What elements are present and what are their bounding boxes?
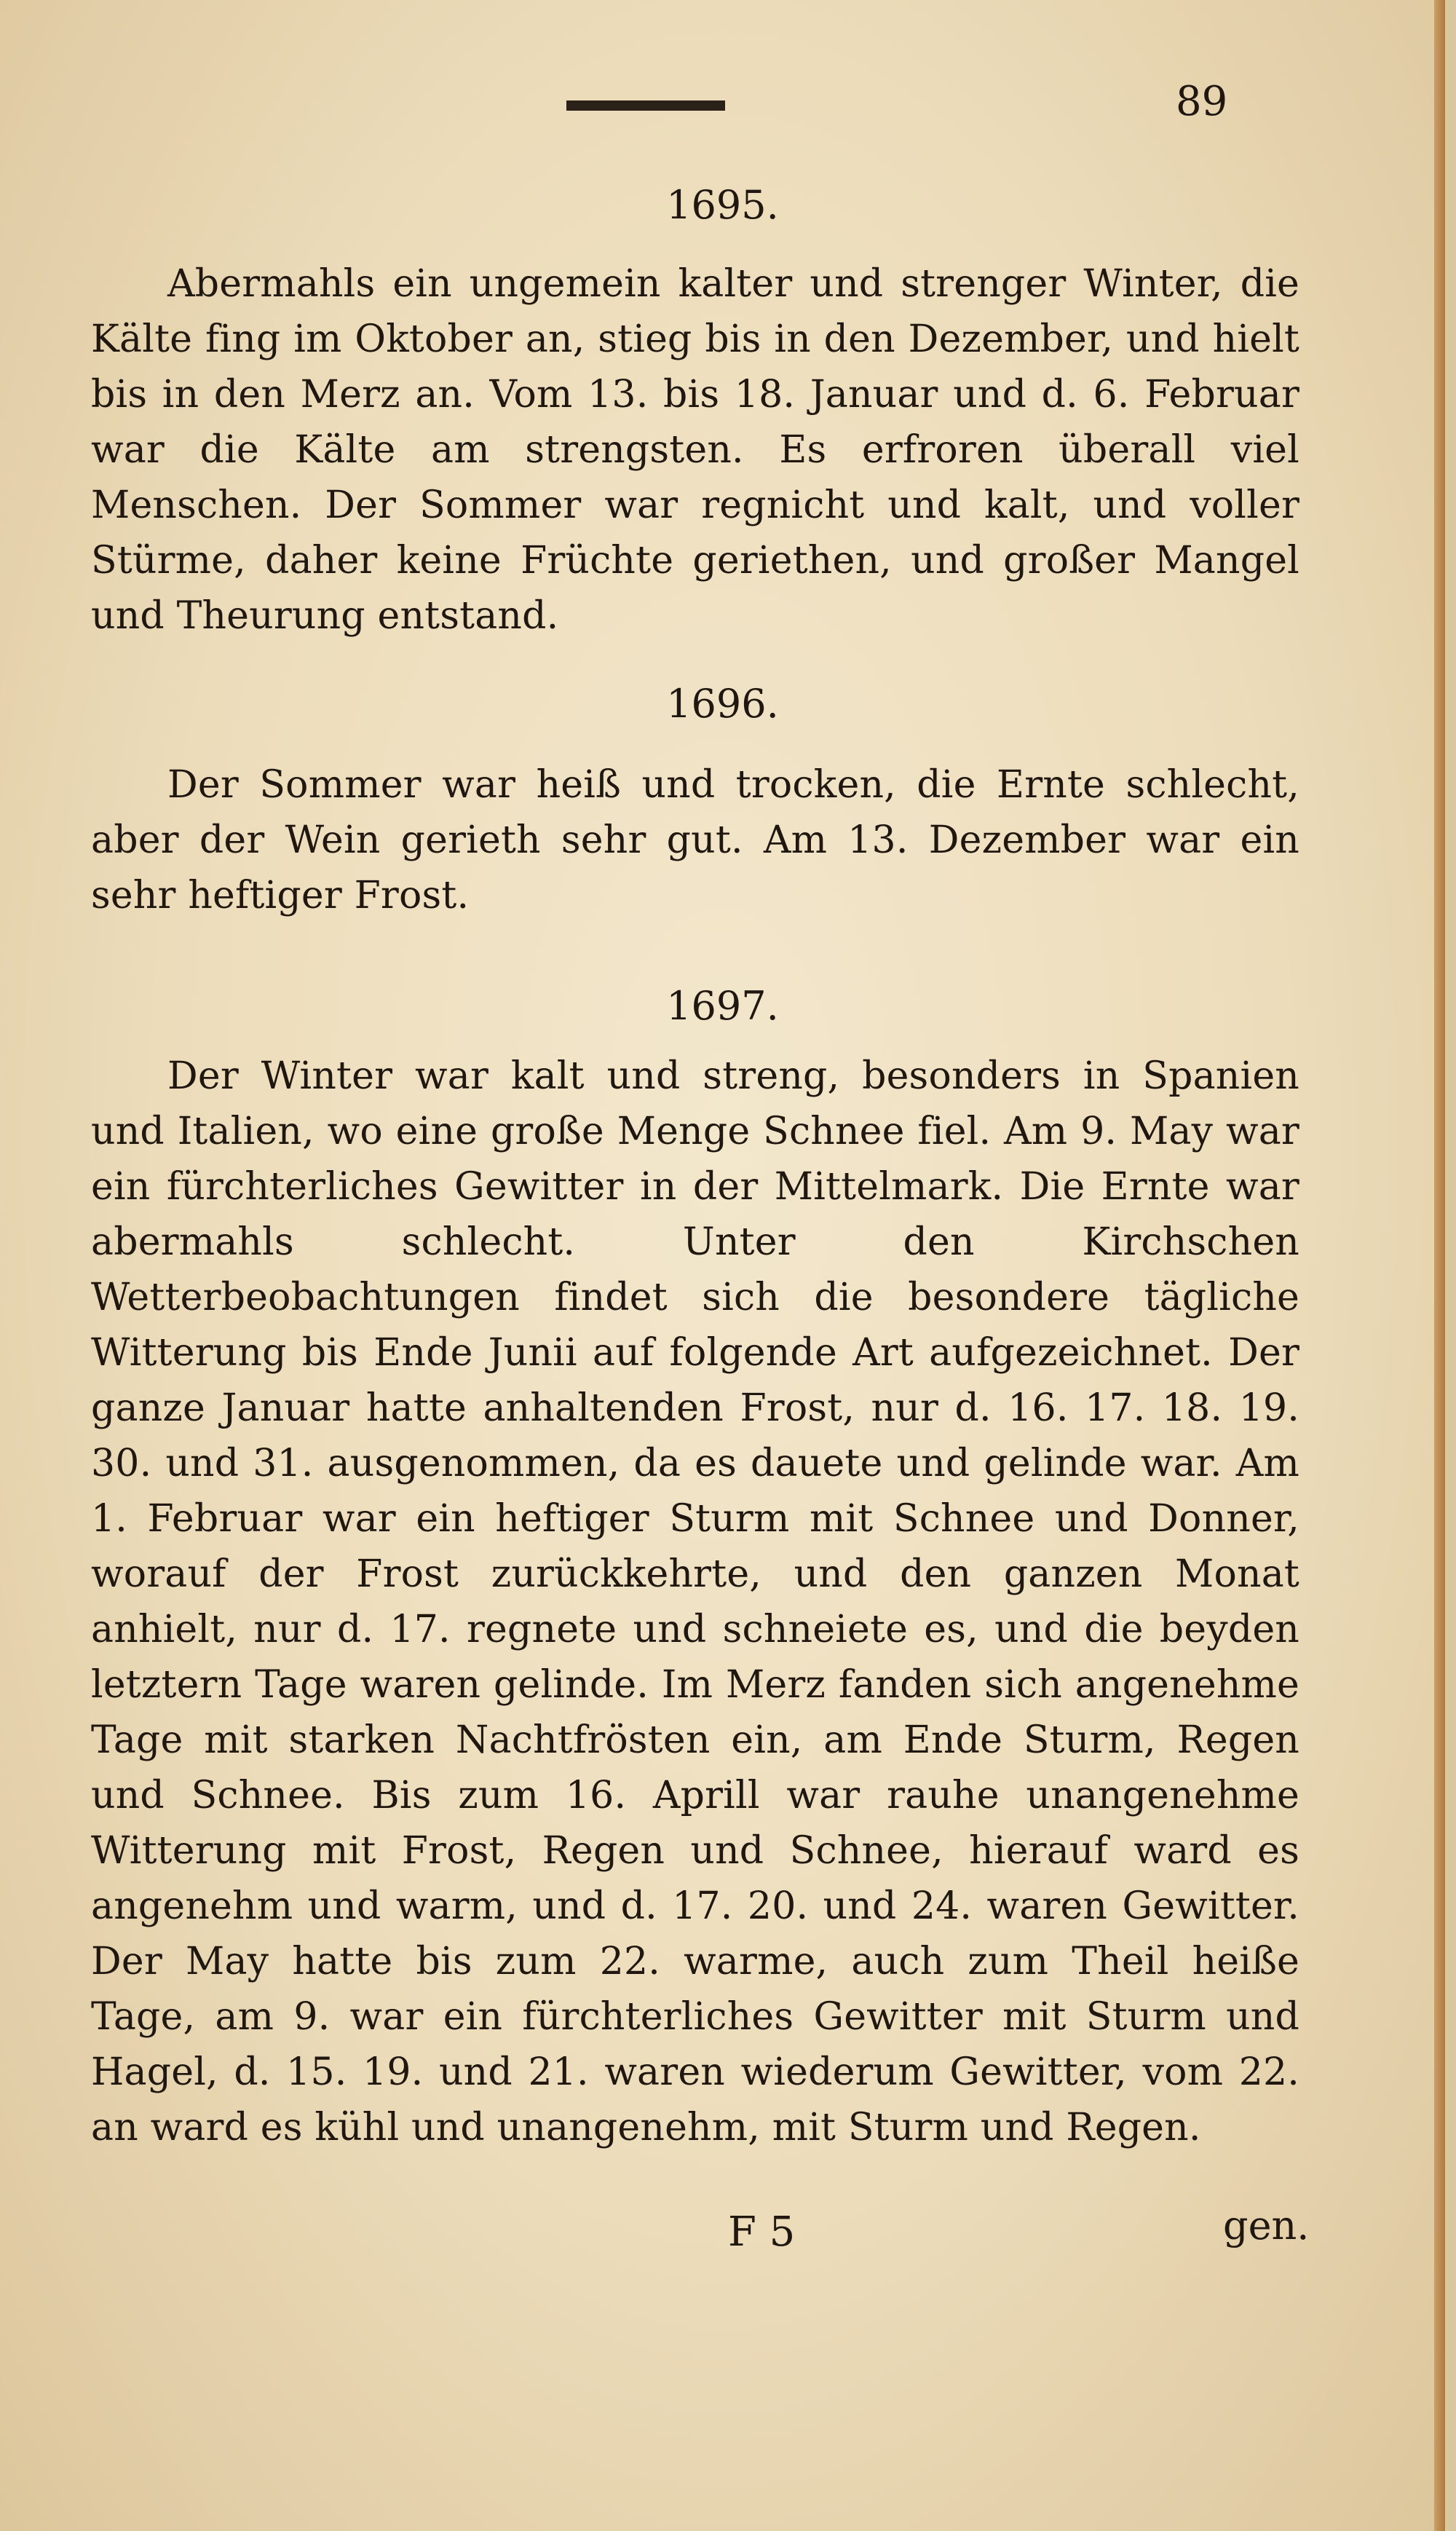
paragraph-1695: Abermahls ein ungemein kalter und strenger Winter, die Kälte fing im Oktober an, stieg bis in den Dezember, und hielt bis in den Merz an. Vom 13. bis 18. Januar und d. 6. Februar war die Kälte am strengsten. Es erfroren überall viel Menschen. Der Sommer war regnicht und kalt, und voller Stürme, daher keine Früchte geriethen, und großer Mangel und Theurung entstand.	[91, 262, 1299, 638]
paragraph-1696: Der Sommer war heiß und trocken, die Ernte schlecht, aber der Wein gerieth sehr gut. Am 13. Dezember war ein sehr heftiger Frost.	[91, 763, 1299, 917]
catchword: gen.	[1223, 2203, 1310, 2248]
year-heading-1697: 1697.	[666, 983, 779, 1029]
signature-mark: F 5	[728, 2208, 796, 2256]
year-heading-1696: 1696.	[666, 681, 779, 727]
page-edge	[1434, 0, 1445, 2531]
header-rule	[566, 100, 725, 111]
page-number: 89	[1176, 78, 1228, 125]
year-heading-1695: 1695.	[666, 182, 779, 228]
paragraph-1697: Der Winter war kalt und streng, besonders in Spanien und Italien, wo eine große Menge Schnee fiel. Am 9. May war ein fürchterliches Gewitter in der Mittelmark. Die Ernte war abermahls schlecht. Unter den Kirchschen Wetterbeobachtungen findet sich die besondere tägliche Witterung bis Ende Junii auf folgende Art aufgezeichnet. Der ganze Januar hatte anhaltenden Frost, nur d. 16. 17. 18. 19. 30. und 31. ausgenommen, da es dauete und gelinde war. Am 1. Februar war ein heftiger Sturm mit Schnee und Donner, worauf der Frost zurückkehrte, und den ganzen Monat anhielt, nur d. 17. regnete und schneiete es, und die beyden letztern Tage waren gelinde. Im Merz fanden sich angenehme Tage mit starken Nachtfrösten ein, am Ende Sturm, Regen und Schnee. Bis zum 16. Aprill war rauhe unangenehme Witterung mit Frost, Regen und Schnee, hierauf ward es angenehm und warm, und d. 17. 20. und 24. waren Gewitter. Der May hatte bis zum 22. warme, auch zum Theil heiße Tage, am 9. war ein fürchterliches Gewitter mit Sturm und Hagel, d. 15. 19. und 21. waren wiederum Gewitter, vom 22. an ward es kühl und unangenehm, mit Sturm und Regen.	[91, 1054, 1299, 2149]
